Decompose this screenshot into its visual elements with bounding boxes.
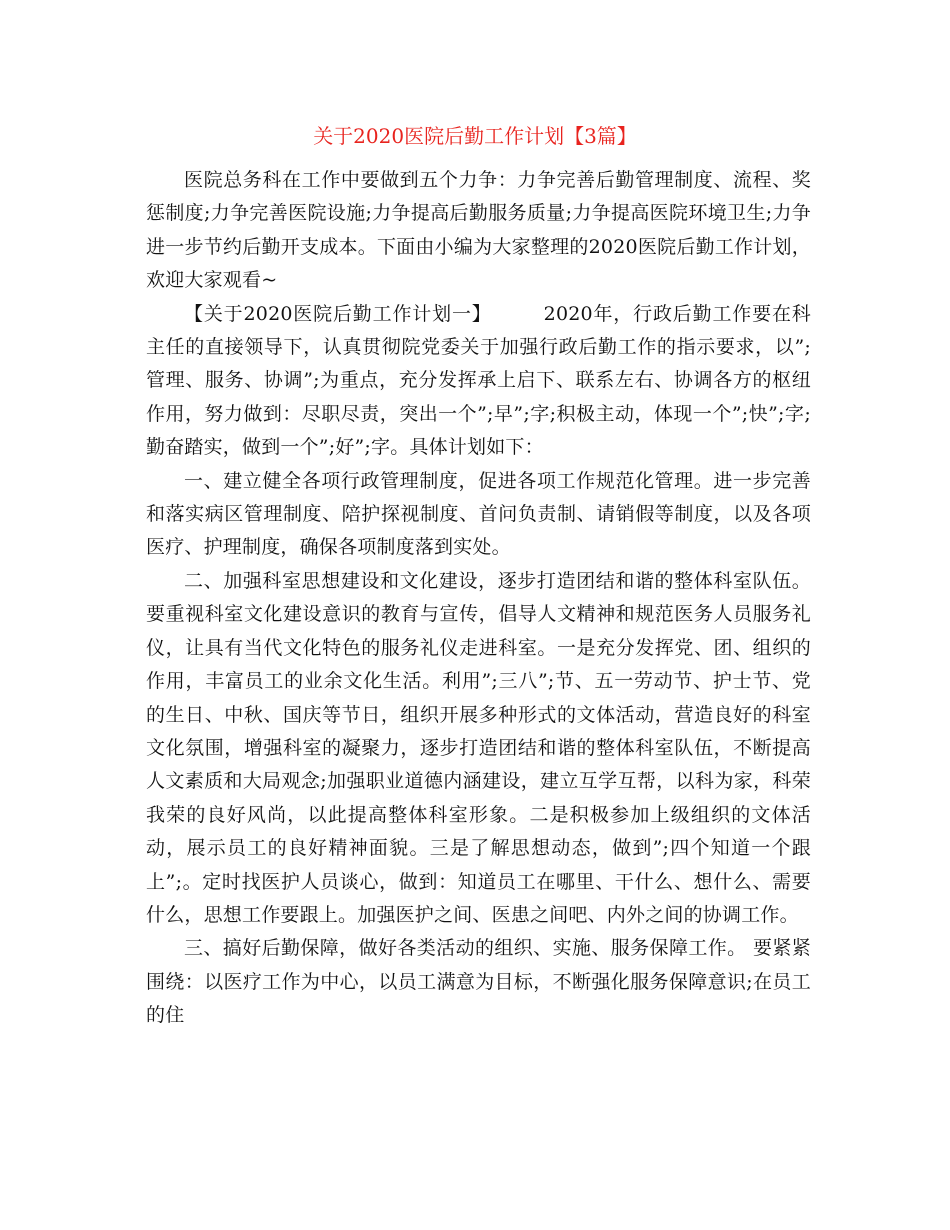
paragraph-plan-one-text: 2020年，行政后勤工作要在科主任的直接领导下，认真贯彻院党委关于加强行政后勤工作的指示要求，以”;管理、服务、协调”;为重点，充分发挥承上启下、联系左右、协调各方的枢纽作用，努力做到：尽职尽责，突出一个”;早”;字;积极主动，体现一个”;快”;字;勤奋踏实，做到一个”;好”;字。具体计划如下： xyxy=(146,302,811,459)
section-heading: 【关于2020医院后勤工作计划一】 xyxy=(184,302,492,325)
document-body xyxy=(146,164,811,1033)
document-title: 关于2020医院后勤工作计划【3篇】 xyxy=(313,124,637,148)
paragraph-item-two: 二、加强科室思想建设和文化建设，逐步打造团结和谐的整体科室队伍。要重视科室文化建设意识的教育与宣传，倡导人文精神和规范医务人员服务礼仪，让具有当代文化特色的服务礼仪走进科室。一是充分发挥党、团、组织的作用，丰富员工的业余文化生活。利用”;三八”;节、五一劳动节、护士节、党的生日、中秋、国庆等节日，组织开展多种形式的文体活动，营造良好的科室文化氛围，增强科室的凝聚力，逐步打造团结和谐的整体科室队伍，不断提高人文素质和大局观念;加强职业道德内涵建设，建立互学互帮，以科为家，科荣我荣的良好风尚，以此提高整体科室形象。二是积极参加上级组织的文体活动，展示员工的良好精神面貌。三是了解思想动态，做到”;四个知道一个跟上”;。定时找医护人员谈心，做到：知道员工在哪里、干什么、想什么、需要什么，思想工作要跟上。加强医护之间、医患之间吧、内外之间的协调工作。 xyxy=(146,569,811,926)
paragraph-item-one: 一、建立健全各项行政管理制度，促进各项工作规范化管理。进一步完善和落实病区管理制度、陪护探视制度、首问负责制、请销假等制度，以及各项医疗、护理制度，确保各项制度落到实处。 xyxy=(146,469,811,559)
paragraph-item-three: 三、搞好后勤保障，做好各类活动的组织、实施、服务保障工作。 要紧紧围绕：以医疗工作为中心，以员工满意为目标，不断强化服务保障意识;在员工的住 xyxy=(146,937,811,1027)
paragraph-intro: 医院总务科在工作中要做到五个力争：力争完善后勤管理制度、流程、奖惩制度;力争完善医院设施;力争提高后勤服务质量;力争提高医院环境卫生;力争进一步节约后勤开支成本。下面由小编为大家整理的2020医院后勤工作计划，欢迎大家观看~ xyxy=(146,169,811,292)
paragraph-plan-one xyxy=(146,298,811,465)
